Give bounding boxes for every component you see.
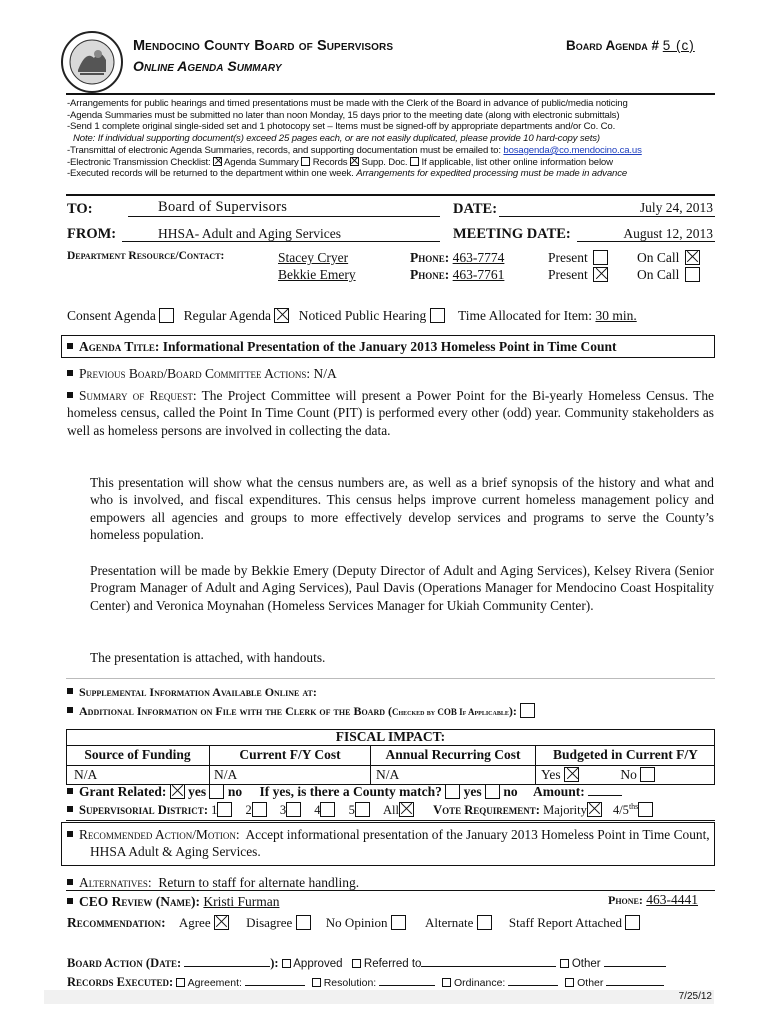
instruction-line: -Arrangements for public hearings and timed presentations must be made with the Clerk of the Board in advance of public/media noticing [67, 98, 628, 109]
budgeted-no-checkbox[interactable] [640, 767, 655, 782]
instruction-note: Note: If individual supporting document(s) exceed 25 pages each, or are not easily duplicated, please provide 10 hard-copy sets) [73, 133, 600, 145]
previous-actions: Previous Board/Board Committee Actions: N/A [67, 366, 337, 382]
summary-first-paragraph: Summary of Request: The Project Committee will present a Power Point for the Bi-yearly Homeless Census. The homeless census, called the Point In Time Count (PIT) is performed every other (odd) year. Community stakeholders as well as homeless persons are involved in collecting the data. [67, 388, 714, 438]
form-subtitle: Online Agenda Summary [133, 58, 282, 74]
footer-bar [44, 990, 714, 1004]
from-label: FROM: [67, 226, 117, 242]
ceo-phone: Phone: 463-4441 [608, 892, 699, 907]
agreement-checkbox[interactable] [176, 978, 185, 987]
instructions-rule [66, 194, 715, 196]
meeting-date-label: MEETING DATE: [453, 226, 571, 242]
budgeted-options: Yes No [541, 767, 655, 783]
district-2-checkbox[interactable] [252, 802, 267, 817]
instruction-line: -Electronic Transmission Checklist: Agenda Summary Records Supp. Doc. If applicable, list other online information below [67, 156, 613, 168]
instruction-line: -Transmittal of electronic Agenda Summaries, records, and supporting documentation must be emailed to: bosagenda@co.mendocino.ca.us [67, 144, 642, 156]
present-option: Present [548, 250, 608, 266]
fiscal-header: Budgeted in Current F/Y [553, 747, 698, 762]
oncall-option: On Call [637, 250, 700, 266]
contact-name: Bekkie Emery [278, 267, 356, 282]
staff-report-checkbox[interactable] [625, 915, 640, 930]
fiscal-value: N/A [214, 767, 238, 782]
county-seal [60, 30, 124, 94]
resolution-field[interactable] [379, 976, 435, 986]
ceo-review: CEO Review (Name): Kristi Furman [67, 894, 280, 910]
board-action-date-field[interactable] [184, 955, 270, 967]
ordinance-field[interactable] [508, 976, 558, 986]
instruction-line: -Agenda Summaries must be submitted no later than noon Monday, 15 days prior to the meeting date (along with electronic submittals) [67, 109, 620, 121]
fiscal-title: FISCAL IMPACT: [335, 729, 446, 744]
referred-checkbox[interactable] [352, 959, 361, 968]
regular-agenda-checkbox[interactable] [274, 308, 289, 323]
ordinance-checkbox[interactable] [442, 978, 451, 987]
from-value: HHSA- Adult and Aging Services [158, 226, 341, 241]
if-applicable-checkbox[interactable] [410, 157, 419, 166]
instructions-block [67, 98, 727, 180]
present-option: Present [548, 267, 608, 283]
contact-phone: Phone: 463-7761 [410, 267, 505, 282]
fiscal-divider [66, 745, 715, 746]
email-link[interactable]: bosagenda@co.mendocino.ca.us [503, 144, 642, 156]
time-allocated-value: 30 min. [595, 308, 637, 323]
fiscal-value: N/A [74, 767, 98, 782]
fiscal-header: Current F/Y Cost [239, 747, 341, 762]
instruction-line: -Executed records will be returned to the department within one week. Arrangements for expedited processing must be made in advance [67, 168, 628, 180]
four-fifths-checkbox[interactable] [638, 802, 653, 817]
consent-agenda-checkbox[interactable] [159, 308, 174, 323]
district-all-checkbox[interactable] [399, 802, 414, 817]
summary-block [67, 387, 714, 439]
agenda-title: Agenda Title: Informational Presentation of the January 2013 Homeless Point in Time Count [67, 339, 617, 355]
cob-checkbox[interactable] [520, 703, 535, 718]
other-record-field[interactable] [606, 976, 664, 986]
district-row: Supervisorial District: 1 2 3 4 5 All Vote Requirement: Majority $4/5^{ths}$ [67, 802, 653, 818]
contact-phone: Phone: 463-7774 [410, 250, 505, 265]
district-4-checkbox[interactable] [320, 802, 335, 817]
oncall-option: On Call [637, 267, 700, 283]
amount-field[interactable] [588, 783, 622, 796]
oncall-checkbox[interactable] [685, 267, 700, 282]
alternatives: Alternatives: Return to staff for alternate handling. [67, 875, 359, 891]
disagree-checkbox[interactable] [296, 915, 311, 930]
records-checkbox[interactable] [301, 157, 310, 166]
agenda-summary-checkbox[interactable] [213, 157, 222, 166]
supp-doc-checkbox[interactable] [350, 157, 359, 166]
board-agenda-number [566, 38, 695, 53]
majority-checkbox[interactable] [587, 802, 602, 817]
agenda-label: Board Agenda # [566, 38, 660, 53]
footer-date: 7/25/12 [678, 991, 712, 1002]
agreement-field[interactable] [245, 976, 305, 986]
header-rule [66, 93, 715, 95]
district-rule [66, 820, 715, 821]
grant-row: Grant Related: yes no If yes, is there a County match? yes no Amount: [67, 783, 622, 800]
ceo-name: Kristi Furman [203, 894, 280, 909]
budgeted-yes-checkbox[interactable] [564, 767, 579, 782]
approved-checkbox[interactable] [282, 959, 291, 968]
district-1-checkbox[interactable] [217, 802, 232, 817]
to-label: TO: [67, 201, 93, 217]
agenda-type-row: Consent Agenda Regular Agenda Noticed Public Hearing Time Allocated for Item: 30 min. [67, 308, 637, 323]
summary-paragraph: Presentation will be made by Bekkie Emery (Deputy Director of Adult and Aging Services), Kelsey Rivera (Senior Program Manager of Adult and Aging Services), Paul Davis (Operations Manager for Mendocino Coast Hospitality Center) and Veronica Moynahan (Homeless Services Manager for Ukiah Community Center). [90, 563, 714, 613]
noticed-hearing-checkbox[interactable] [430, 308, 445, 323]
fiscal-header: Source of Funding [84, 747, 191, 762]
summary-paragraph: This presentation will show what the census numbers are, as well as a brief synopsis of the history and what and who is involved, and fiscal expenditures. This census helps improve current homeless management policy and empowers all agencies and groups to more effectively develop services and programs to serve the County’s homeless population. [90, 475, 714, 543]
resolution-checkbox[interactable] [312, 978, 321, 987]
additional-info: Additional Information on File with the Clerk of the Board (Checked by COB If Applicable): [67, 703, 535, 719]
present-checkbox[interactable] [593, 250, 608, 265]
fiscal-value: N/A [376, 767, 400, 782]
meeting-date-value: August 12, 2013 [623, 226, 713, 241]
date-label: DATE: [453, 201, 498, 217]
district-3-checkbox[interactable] [286, 802, 301, 817]
org-title: Mendocino County Board of Supervisors [133, 38, 394, 54]
supplemental-info: Supplemental Information Available Online at: [67, 685, 317, 700]
date-value: July 24, 2013 [639, 200, 713, 215]
alternatives-rule [66, 890, 715, 891]
district-5-checkbox[interactable] [355, 802, 370, 817]
agree-checkbox[interactable] [214, 915, 229, 930]
other-action-checkbox[interactable] [560, 959, 569, 968]
other-action-field[interactable] [604, 956, 666, 967]
board-action-row: Board Action (Date: ): Approved Referred to Other [67, 955, 666, 971]
match-no-checkbox[interactable] [485, 784, 500, 799]
contact-name: Stacey Cryer [278, 250, 349, 265]
grant-no-checkbox[interactable] [209, 784, 224, 799]
summary-paragraph: The presentation is attached, with handouts. [90, 650, 326, 665]
fiscal-header: Annual Recurring Cost [385, 747, 521, 762]
records-executed-row: Records Executed: Agreement: Resolution: Ordinance: Other [67, 975, 664, 990]
instruction-line: -Send 1 complete original single-sided set and 1 photocopy set – Items must be signed-off by appropriate departments and/or Co. Co. [67, 121, 616, 133]
recommendation-row: Recommendation: Agree Disagree No Opinion Alternate Staff Report Attached [67, 915, 640, 931]
no-opinion-checkbox[interactable] [391, 915, 406, 930]
contact-label: Department Resource/Contact: [67, 250, 225, 262]
to-value: Board of Supervisors [158, 199, 288, 215]
alternate-checkbox[interactable] [477, 915, 492, 930]
grant-yes-checkbox[interactable] [170, 784, 185, 799]
present-checkbox[interactable] [593, 267, 608, 282]
oncall-checkbox[interactable] [685, 250, 700, 265]
summary-rule [66, 678, 715, 679]
match-yes-checkbox[interactable] [445, 784, 460, 799]
agenda-number-value: 5 (c) [662, 38, 695, 53]
recommended-action: Recommended Action/Motion: Accept informational presentation of the January 2013 Homeless Point in Time Count, HHSA Adult & Aging Services. [67, 826, 712, 861]
other-record-checkbox[interactable] [565, 978, 574, 987]
referred-field[interactable] [421, 956, 556, 967]
